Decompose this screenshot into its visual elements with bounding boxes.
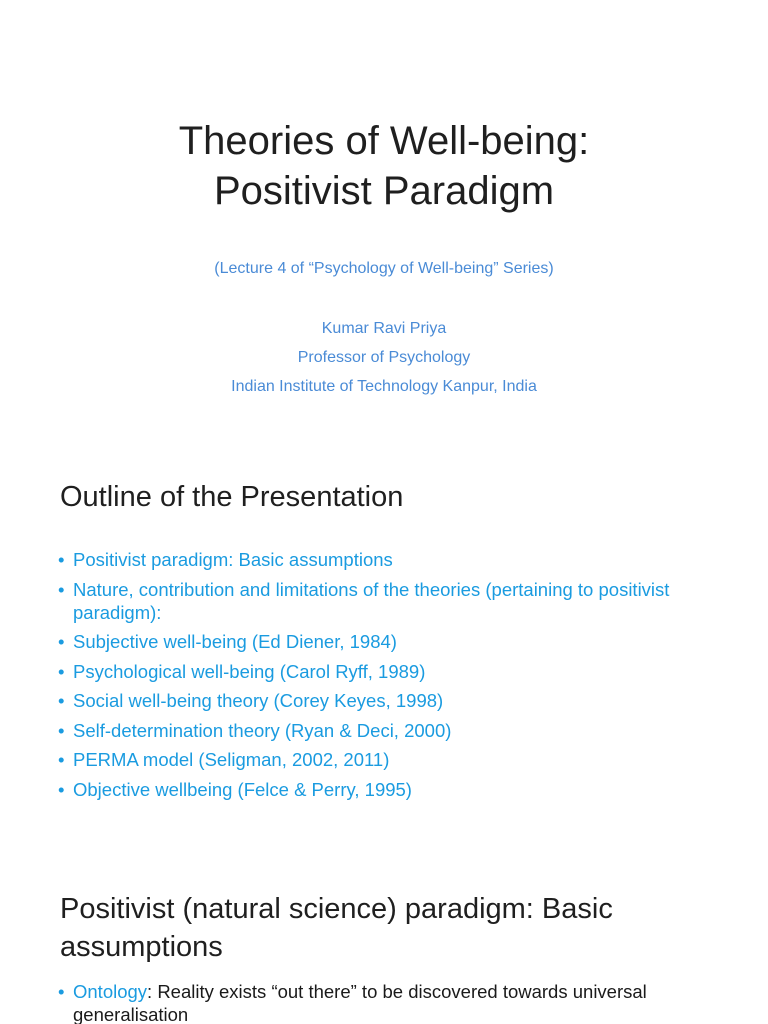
outline-heading: Outline of the Presentation bbox=[60, 481, 404, 513]
list-item: • Psychological well-being (Carol Ryff, 1989) bbox=[58, 660, 728, 683]
lecture-subtitle: (Lecture 4 of “Psychology of Well-being” Series) bbox=[214, 260, 554, 277]
list-item: • PERMA model (Seligman, 2002, 2011) bbox=[58, 748, 728, 771]
ontology-text: : Reality exists “out there” to be discovered towards universal generalisation bbox=[73, 981, 647, 1024]
ontology-term: Ontology bbox=[73, 981, 148, 1002]
assumptions-slide bbox=[0, 860, 768, 1024]
author-name: Kumar Ravi Priya bbox=[321, 320, 447, 337]
list-item: • Nature, contribution and limitations of the theories (pertaining to positivist paradigm): bbox=[58, 578, 728, 624]
title-slide bbox=[0, 0, 768, 432]
presentation-title bbox=[0, 116, 768, 216]
list-item: • Positivist paradigm: Basic assumptions bbox=[58, 548, 728, 571]
list-item: • Social well-being theory (Corey Keyes, 1998) bbox=[58, 689, 728, 712]
list-item: • Objective wellbeing (Felce & Perry, 1995) bbox=[58, 778, 728, 801]
author-institution: Indian Institute of Technology Kanpur, India bbox=[231, 378, 537, 395]
title-line-2: Positivist Paradigm bbox=[213, 169, 555, 213]
assumptions-list bbox=[58, 980, 728, 1024]
outline-slide bbox=[0, 436, 768, 856]
author-position: Professor of Psychology bbox=[297, 349, 471, 366]
list-item: • Subjective well-being (Ed Diener, 1984) bbox=[58, 630, 728, 653]
outline-list bbox=[58, 548, 728, 807]
title-line-1: Theories of Well-being: bbox=[178, 119, 590, 163]
list-item bbox=[58, 980, 728, 1024]
author-info bbox=[0, 314, 768, 401]
list-item: • Self-determination theory (Ryan & Deci, 2000) bbox=[58, 719, 728, 742]
assumptions-heading: Positivist (natural science) paradigm: Basic assumptions bbox=[60, 893, 613, 963]
